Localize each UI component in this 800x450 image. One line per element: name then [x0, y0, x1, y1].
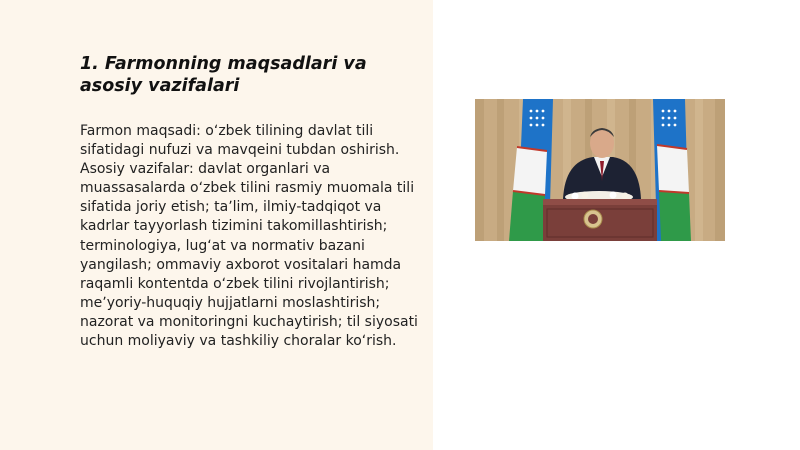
slide-body-text: Farmon maqsadi: oʻzbek tilining davlat tili sifatidagi nufuzi va mavqeini tubdan oshirish. Asosiy vazifalar: davlat organlari va muassasalarda oʻzbek tilini rasmiy muomala tili sifatida joriy etish; taʼlim, ilmiy-tadqiqot va kadrlar tayyorlash tizimini takomillashtirish; terminologiya, lugʻat va normativ bazani yangilash; ommaviy axborot vositalari hamda raqamli kontentda oʻzbek tilini rivojlantirish; meʼyoriy-huquqiy hujjatlarni moslashtirish; nazorat va monitoringni kuchaytirish; til siyosati uchun moliyaviy va tashkiliy choralar koʻrish. [80, 123, 418, 350]
podium [543, 199, 657, 241]
speaker-photo [475, 99, 725, 241]
flag-right-icon [653, 99, 691, 241]
slide-title: 1. Farmonning maqsadlari va asosiy vazifalari [80, 54, 367, 96]
